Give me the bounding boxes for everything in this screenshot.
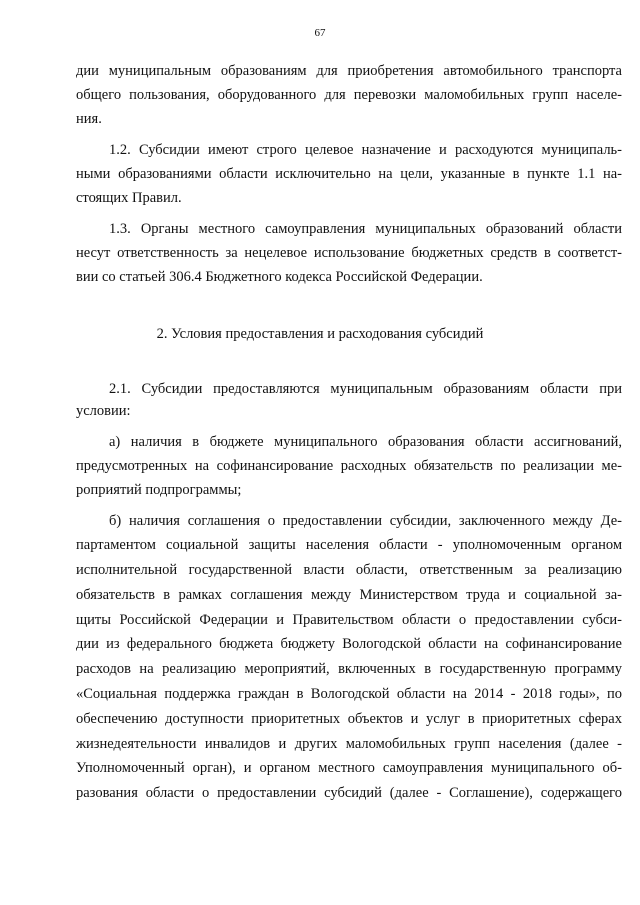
- text-line: общего пользования, оборудованного для перевозки маломобильных групп населе-: [76, 87, 622, 103]
- text-line: обеспечению доступности приоритетных объектов и услуг в приоритетных сферах: [76, 711, 622, 727]
- text-line: разования области о предоставлении субсидий (далее - Соглашение), содержащего: [76, 785, 622, 801]
- paragraph-first-line: 2.1. Субсидии предоставляются муниципальным образованиям области при: [109, 381, 622, 397]
- text-line: жизнедеятельности инвалидов и других маломобильных групп населения (далее -: [76, 736, 622, 752]
- text-line: стоящих Правил.: [76, 190, 182, 206]
- text-line: дии муниципальным образованиям для приобретения автомобильного транспорта: [76, 63, 622, 79]
- section-heading: 2. Условия предоставления и расходования субсидий: [156, 326, 484, 342]
- text-line: расходов на реализацию мероприятий, включенных в государственную программу: [76, 661, 622, 677]
- text-line: несут ответственность за нецелевое использование бюджетных средств в соответст-: [76, 245, 622, 261]
- text-line: ными образованиями области исключительно на цели, указанные в пункте 1.1 на-: [76, 166, 622, 182]
- text-line: вии со статьей 306.4 Бюджетного кодекса Российской Федерации.: [76, 269, 483, 285]
- text-line: дии из федерального бюджета бюджету Вологодской области на софинансирование: [76, 636, 622, 652]
- text-line: «Социальная поддержка граждан в Вологодской области на 2014 - 2018 годы», по: [76, 686, 622, 702]
- text-line: обязательств в рамках соглашения между Министерством труда и социальной за-: [76, 587, 622, 603]
- text-line: роприятий подпрограммы;: [76, 482, 242, 498]
- text-line: исполнительной государственной власти области, ответственным за реализацию: [76, 562, 622, 578]
- page-number: 67: [314, 27, 326, 39]
- text-line: условии:: [76, 403, 131, 419]
- paragraph-first-line: 1.2. Субсидии имеют строго целевое назначение и расходуются муниципаль-: [109, 142, 622, 158]
- paragraph-first-line: б) наличия соглашения о предоставлении субсидии, заключенного между Де-: [109, 513, 622, 529]
- text-line: предусмотренных на софинансирование расходных обязательств по реализации ме-: [76, 458, 622, 474]
- paragraph-first-line: 1.3. Органы местного самоуправления муниципальных образований области: [109, 221, 622, 237]
- text-line: ния.: [76, 111, 102, 127]
- paragraph-first-line: а) наличия в бюджете муниципального образования области ассигнований,: [109, 434, 622, 450]
- text-line: Уполномоченный орган), и органом местного самоуправления муниципального об-: [76, 760, 622, 776]
- text-line: партаментом социальной защиты населения области - уполномоченным органом: [76, 537, 622, 553]
- text-line: щиты Российской Федерации и Правительством области о предоставлении субси-: [76, 612, 622, 628]
